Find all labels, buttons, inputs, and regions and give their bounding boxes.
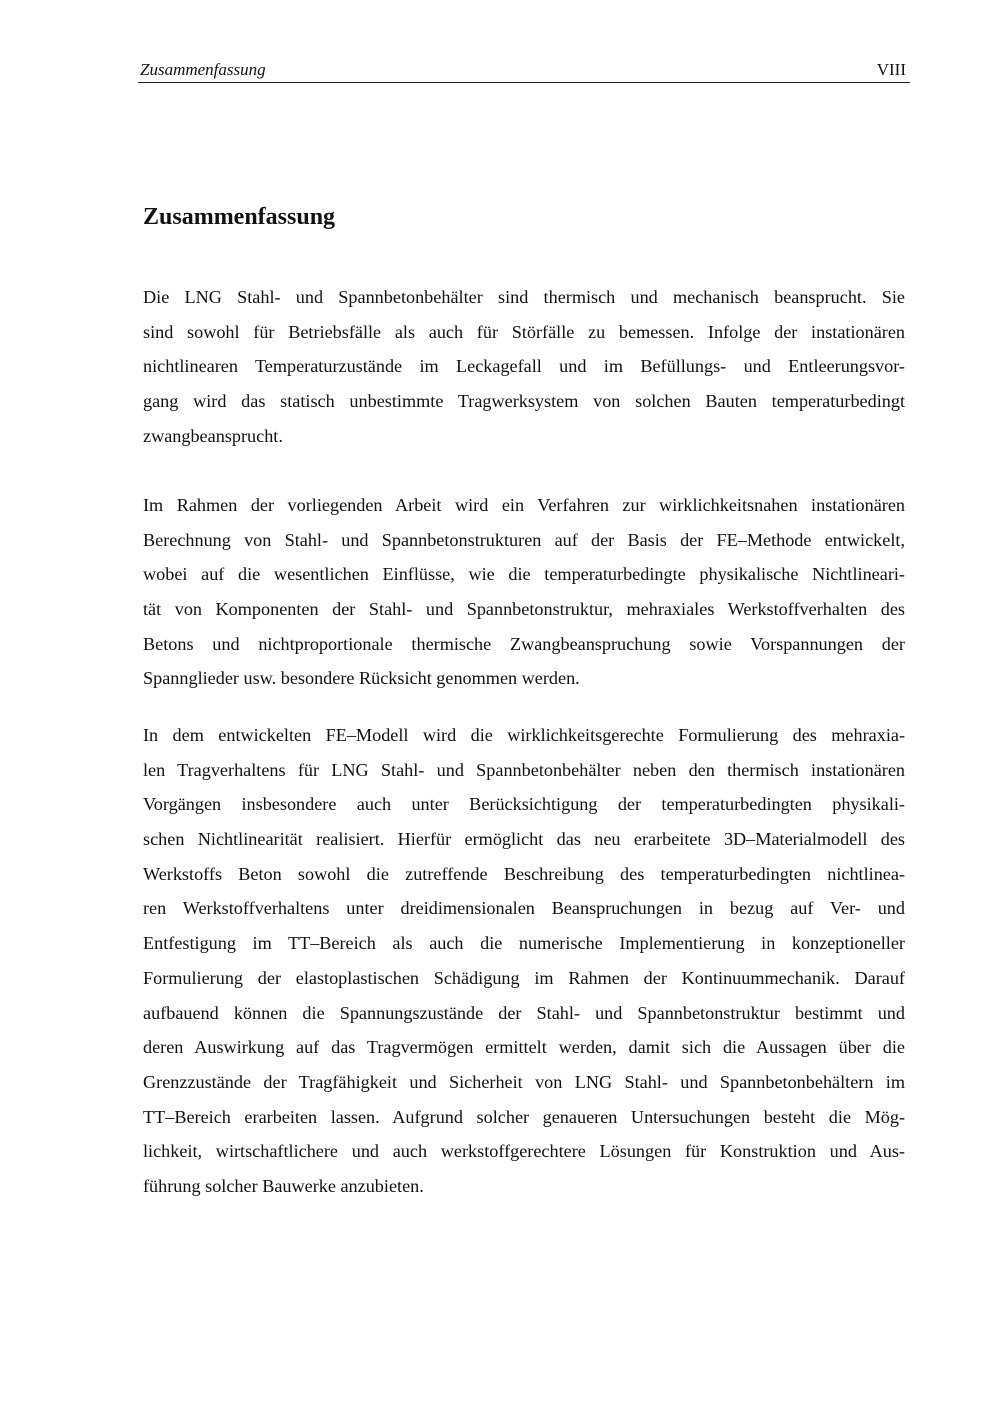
text-line: In dem entwickelten FE–Modell wird die wirklichkeitsgerechte Formulierung des mehraxia- bbox=[143, 725, 905, 745]
text-line: zwangbeansprucht. bbox=[143, 425, 283, 446]
text-line: lichkeit, wirtschaftlichere und auch werkstoffgerechtere Lösungen für Konstruktion und Aus- bbox=[143, 1141, 905, 1162]
header-page-number: VIII bbox=[876, 60, 906, 79]
text-line: len Tragverhaltens für LNG Stahl- und Spannbetonbehälter neben den thermisch instationären bbox=[143, 759, 905, 780]
text-line: Formulierung der elastoplastischen Schädigung im Rahmen der Kontinuummechanik. Darauf bbox=[143, 967, 905, 988]
text-line: nichtlinearen Temperaturzustände im Leckagefall und im Befüllungs- und Entleerungsvor- bbox=[143, 356, 905, 377]
text-line: aufbauend können die Spannungszustände der Stahl- und Spannbetonstruktur bestimmt und bbox=[143, 1002, 905, 1023]
running-header bbox=[138, 58, 910, 83]
text-line: gang wird das statisch unbestimmte Tragwerksystem von solchen Bauten temperaturbedingt bbox=[143, 391, 905, 412]
text-line: sind sowohl für Betriebsfälle als auch für Störfälle zu bemessen. Infolge der instationären bbox=[143, 321, 905, 342]
text-line: Entfestigung im TT–Bereich als auch die numerische Implementierung in konzeptioneller bbox=[143, 933, 905, 954]
text-line: schen Nichtlinearität realisiert. Hierfür ermöglicht das neu erarbeitete 3D–Materialmodell des bbox=[143, 829, 905, 850]
text-line: Im Rahmen der vorliegenden Arbeit wird ein Verfahren zur wirklichkeitsnahen instationären bbox=[143, 495, 905, 515]
text-line: Berechnung von Stahl- und Spannbetonstrukturen auf der Basis der FE–Methode entwickelt, bbox=[143, 529, 905, 550]
text-line: deren Auswirkung auf das Tragvermögen ermittelt werden, damit sich die Aussagen über die bbox=[143, 1037, 905, 1058]
text-line: Spannglieder usw. besondere Rücksicht genommen werden. bbox=[143, 668, 580, 689]
text-line: Grenzzustände der Tragfähigkeit und Sicherheit von LNG Stahl- und Spannbetonbehältern im bbox=[143, 1071, 905, 1092]
paragraph-1 bbox=[143, 280, 905, 453]
text-line: Die LNG Stahl- und Spannbetonbehälter sind thermisch und mechanisch beansprucht. Sie bbox=[143, 287, 905, 307]
text-line: Betons und nichtproportionale thermische Zwangbeanspruchung sowie Vorspannungen der bbox=[143, 633, 905, 654]
text-line: wobei auf die wesentlichen Einflüsse, wie die temperaturbedingte physikalische Nichtlineari- bbox=[143, 564, 905, 585]
paragraph-2 bbox=[143, 488, 905, 696]
text-line: ren Werkstoffverhaltens unter dreidimensionalen Beanspruchungen in bezug auf Ver- und bbox=[143, 898, 905, 919]
page-title: Zusammenfassung bbox=[143, 204, 336, 230]
paragraph-3 bbox=[143, 718, 905, 1204]
text-line: TT–Bereich erarbeiten lassen. Aufgrund solcher genaueren Untersuchungen besteht die Mög- bbox=[143, 1106, 905, 1127]
text-line: tät von Komponenten der Stahl- und Spannbetonstruktur, mehraxiales Werkstoffverhalten des bbox=[143, 599, 905, 620]
text-line: führung solcher Bauwerke anzubieten. bbox=[143, 1175, 424, 1196]
text-line: Werkstoffs Beton sowohl die zutreffende Beschreibung des temperaturbedingten nichtlinea- bbox=[143, 863, 905, 884]
header-section-title: Zusammenfassung bbox=[140, 60, 266, 79]
text-line: Vorgängen insbesondere auch unter Berücksichtigung der temperaturbedingten physikali- bbox=[143, 794, 905, 815]
